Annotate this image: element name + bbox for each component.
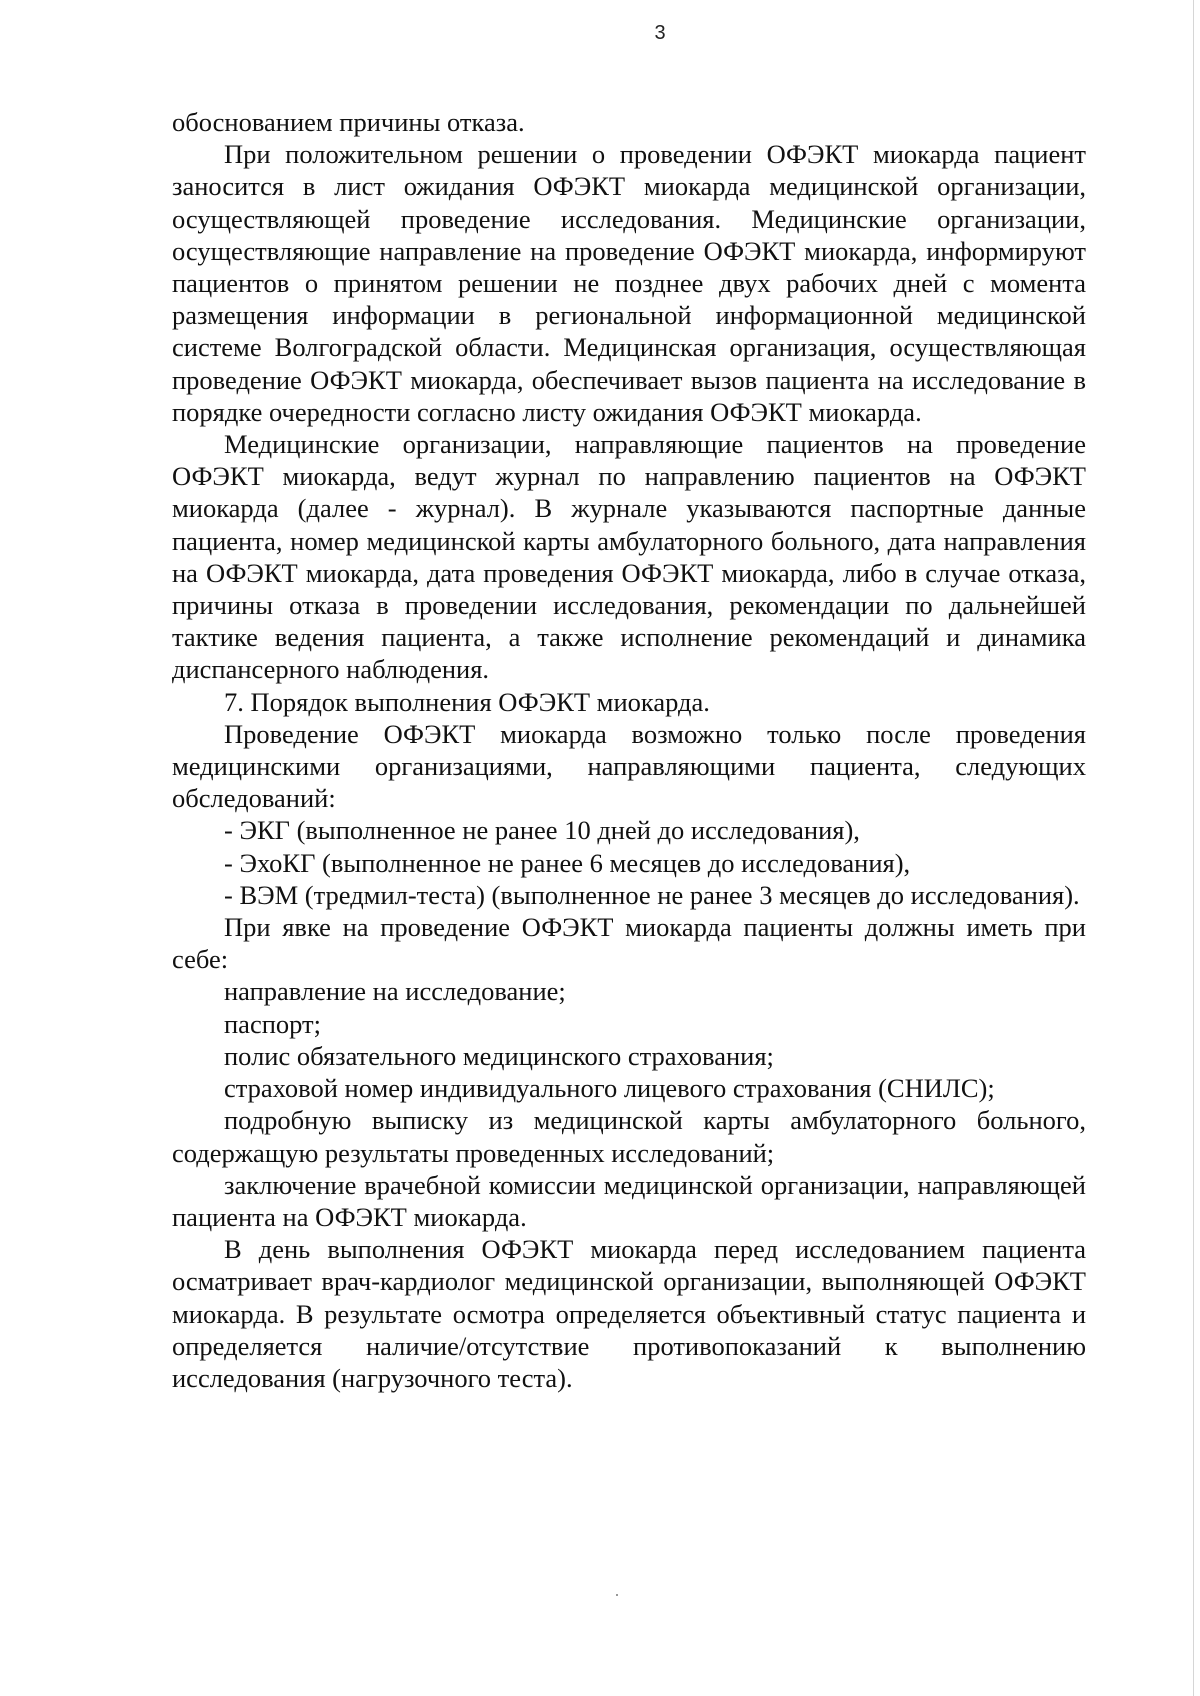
document-body xyxy=(172,106,1086,1394)
page-number: 3 xyxy=(654,22,666,44)
list-item-commission-conclusion: заключение врачебной комиссии медицинской организации, направляющей пациента на ОФЭКТ миокарда. xyxy=(172,1169,1086,1232)
list-item-referral: направление на исследование; xyxy=(224,976,566,1007)
paragraph-documents-intro: При явке на проведение ОФЭКТ миокарда пациенты должны иметь при себе: xyxy=(172,912,1086,975)
paragraph-examination-day: В день выполнения ОФЭКТ миокарда перед исследованием пациента осматривает врач-кардиолог медицинской организации, выполняющей ОФЭКТ миокарда. В результате осмотра определяется объективный статус пациента и определяется наличие/отсутствие противопоказаний к выполнению исследования (нагрузочного теста). xyxy=(172,1234,1086,1393)
scan-speck xyxy=(616,1594,618,1596)
list-item-echocg: - ЭхоКГ (выполненное не ранее 6 месяцев до исследования), xyxy=(224,847,911,878)
list-item-ecg: - ЭКГ (выполненное не ранее 10 дней до исследования), xyxy=(224,815,860,846)
list-item-medical-extract: подробную выписку из медицинской карты амбулаторного больного, содержащую результаты проведенных исследований; xyxy=(172,1105,1086,1168)
paragraph-journal: Медицинские организации, направляющие пациентов на проведение ОФЭКТ миокарда, ведут журнал по направлению пациентов на ОФЭКТ миокарда (далее - журнал). В журнале указываются паспортные данные пациента, номер медицинской карты амбулаторного больного, дата направления на ОФЭКТ миокарда, дата проведения ОФЭКТ миокарда, либо в случае отказа, причины отказа в проведении исследования, рекомендации по дальнейшей тактике ведения пациента, а также исполнение рекомендаций и динамика диспансерного наблюдения. xyxy=(172,429,1086,685)
list-item-insurance-policy: полис обязательного медицинского страхования; xyxy=(224,1040,774,1071)
paragraph-waiting-list: При положительном решении о проведении ОФЭКТ миокарда пациент заносится в лист ожидания ОФЭКТ миокарда медицинской организации, осуществляющей проведение исследования. Медицинские организации, осуществляющие направление на проведение ОФЭКТ миокарда, информируют пациентов о принятом решении не позднее двух рабочих дней с момента размещения информации в региональной информационной медицинской системе Волгоградской области. Медицинская организация, осуществляющая проведение ОФЭКТ миокарда, обеспечивает вызов пациента на исследование в порядке очередности согласно листу ожидания ОФЭКТ миокарда. xyxy=(172,139,1086,427)
paragraph-prerequisites: Проведение ОФЭКТ миокарда возможно только после проведения медицинскими организациями, направляющими пациента, следующих обследований: xyxy=(172,718,1086,814)
section-heading-procedure: 7. Порядок выполнения ОФЭКТ миокарда. xyxy=(224,686,710,717)
scan-edge-line xyxy=(1193,0,1194,1696)
list-item-vem: - ВЭМ (тредмил-теста) (выполненное не ранее 3 месяцев до исследования). xyxy=(224,879,1080,910)
paragraph-refusal-reason: обоснованием причины отказа. xyxy=(172,107,525,137)
list-item-passport: паспорт; xyxy=(224,1008,321,1039)
list-item-snils: страховой номер индивидуального лицевого страхования (СНИЛС); xyxy=(224,1073,995,1104)
